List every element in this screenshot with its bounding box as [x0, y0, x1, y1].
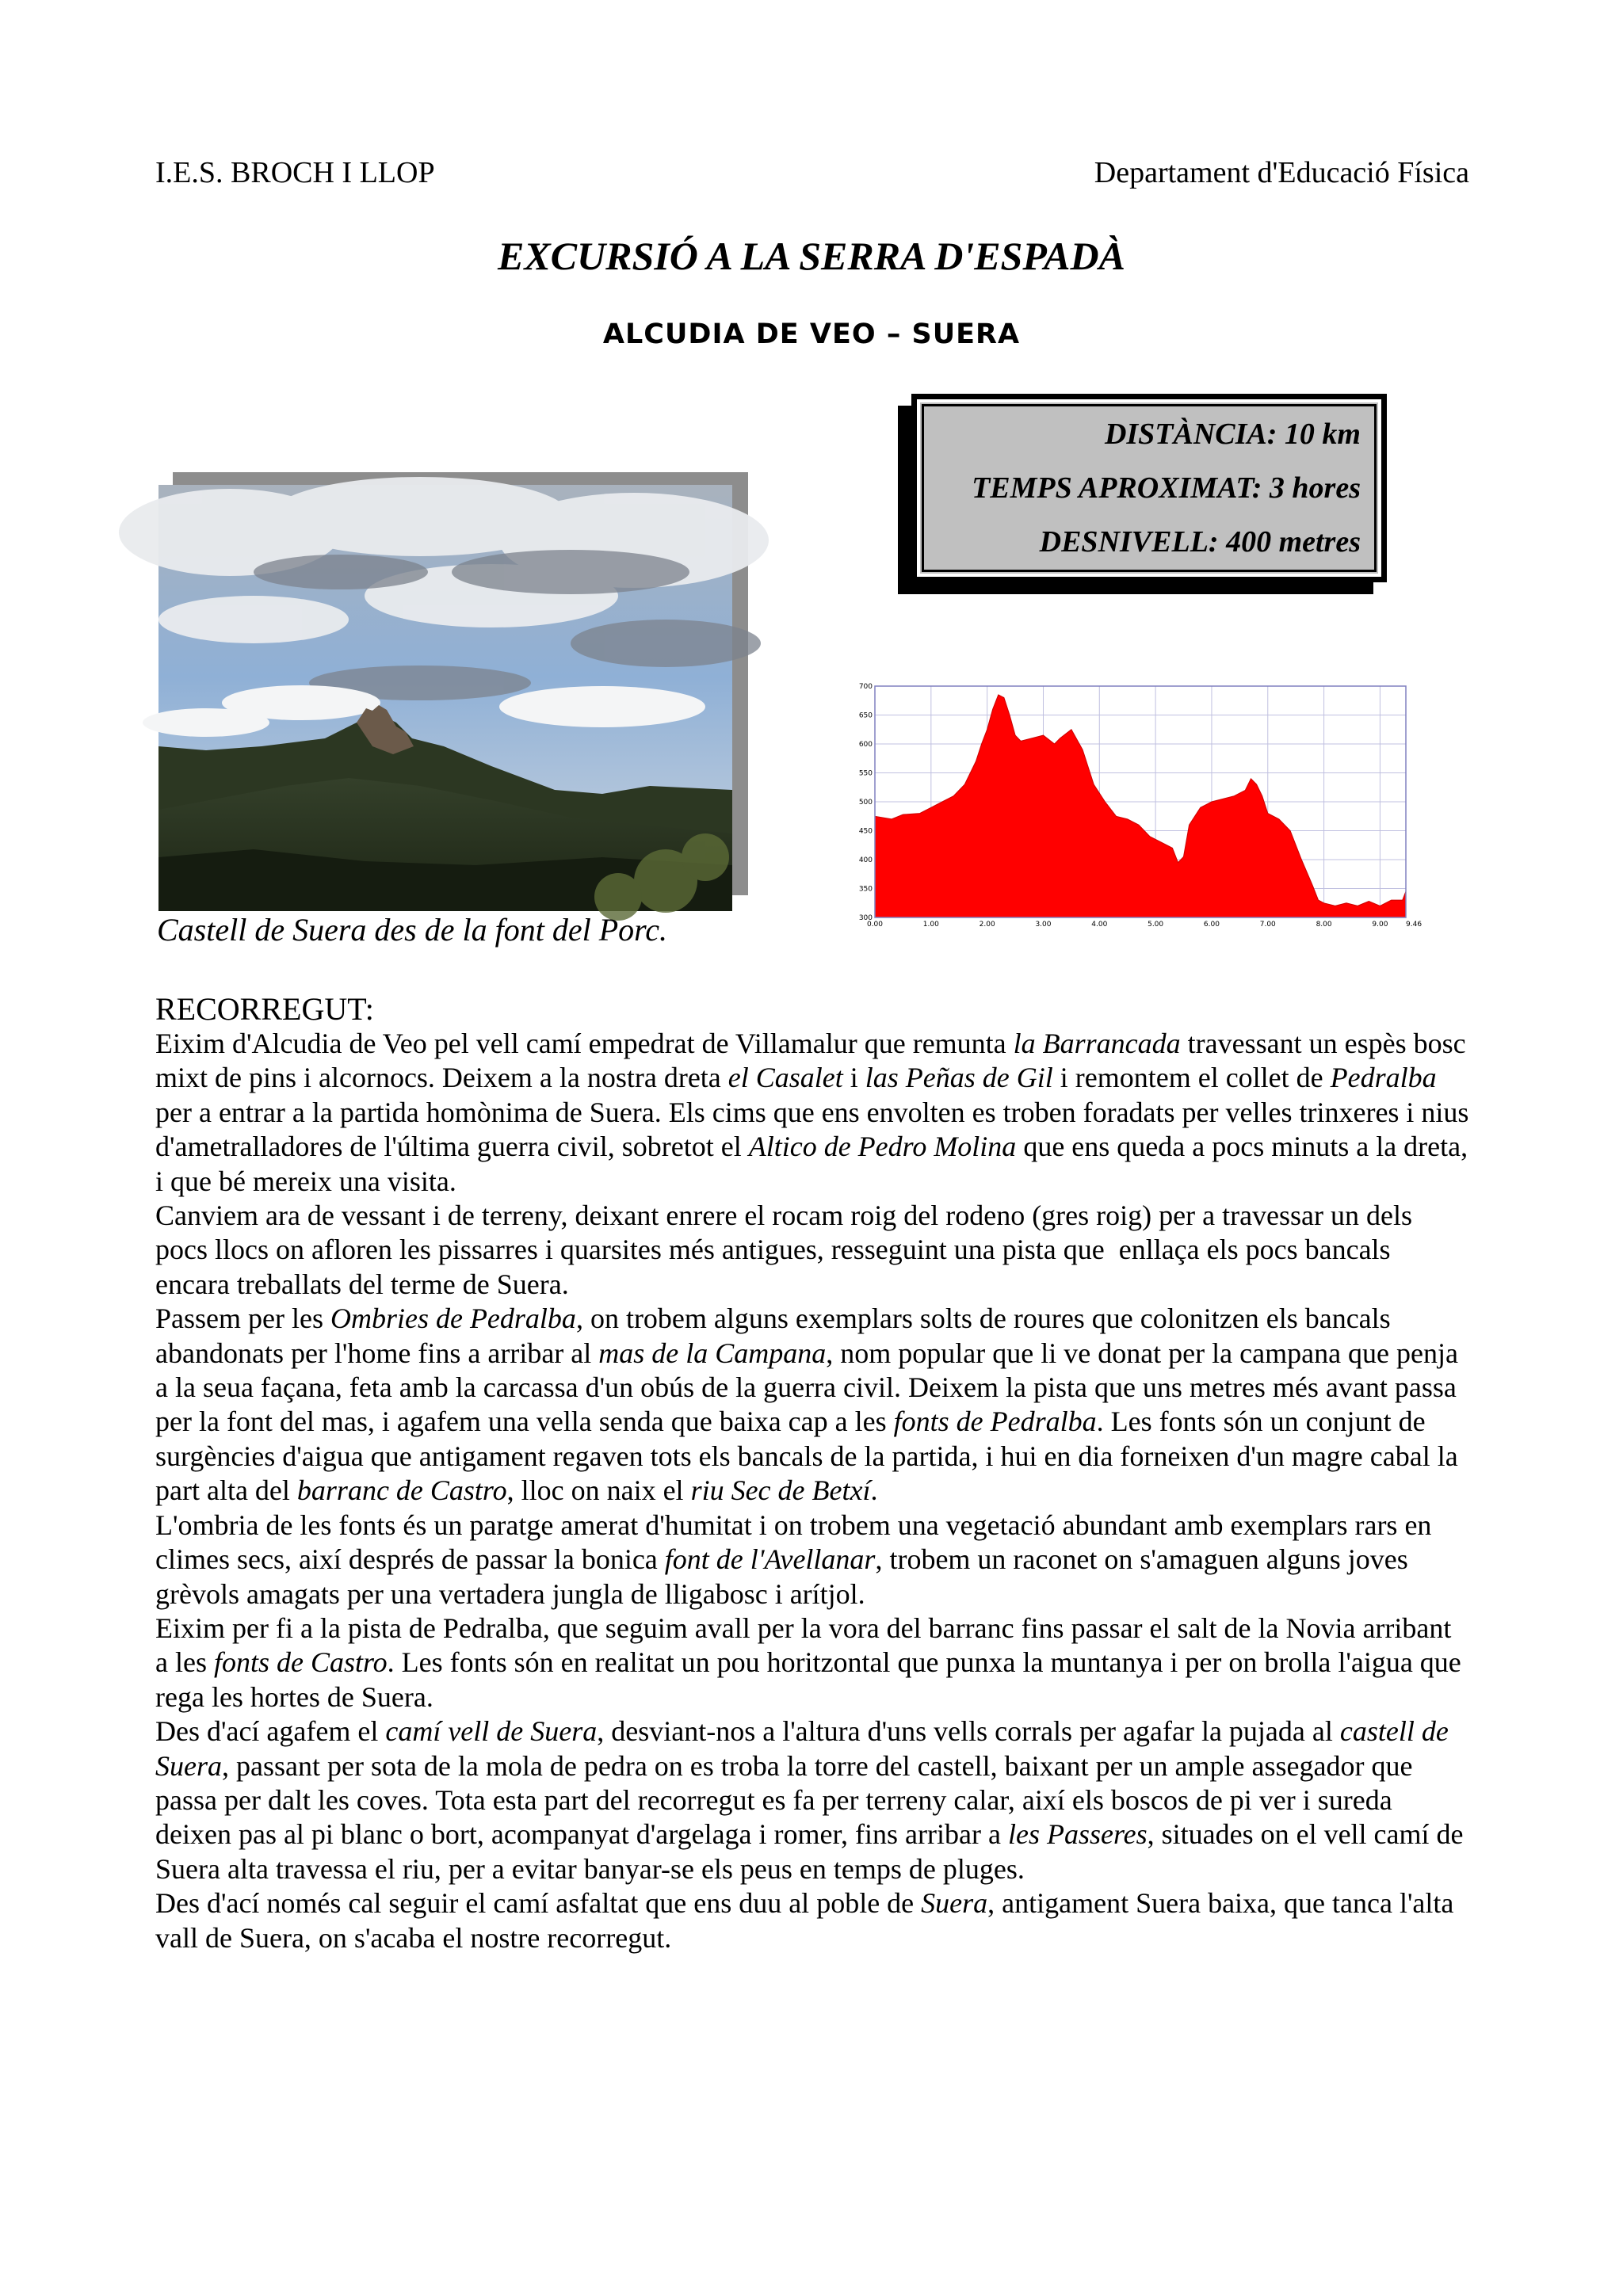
route-place-name: Ombries de Pedralba: [330, 1302, 576, 1335]
route-place-name: fonts de Castro: [213, 1646, 388, 1679]
route-place-name: la Barrancada: [1013, 1028, 1181, 1059]
chart-y-tick-label: 700: [858, 683, 873, 691]
stats-box-inner: [917, 399, 1381, 577]
castle-photo: [158, 485, 732, 911]
route-text-segment: i remontem el collet de: [1052, 1062, 1331, 1094]
route-text-segment: , desviant-nos a l'altura d'uns vells corrals per agafar la pujada al: [597, 1715, 1340, 1748]
route-text-segment: . Les fonts són en realitat un pou horitzontal que punxa la muntanya i per on brolla l'aigua que rega les hortes de Suera.: [155, 1646, 1468, 1713]
route-place-name: les Passeres: [1007, 1818, 1148, 1851]
route-text-segment: , trobem un raconet on s'amaguen alguns joves grèvols amagats per una vertadera jungla de lligabosc i arítjol.: [155, 1543, 1415, 1610]
route-paragraph: [155, 1611, 1471, 1714]
department-name: Departament d'Educació Física: [1094, 156, 1469, 189]
route-paragraph: [155, 1714, 1471, 1886]
chart-x-tick-label: 3.00: [1035, 921, 1052, 929]
route-paragraph: [155, 1886, 1471, 1955]
route-text-segment: , nom popular que li ve donat per la campana que penja a la seua façana, feta amb la carcassa d'un obús de la guerra civil. Deixem la pista que uns metres més avant passa per la font del mas, i agafem una vella senda que baixa cap a les: [155, 1337, 1465, 1438]
route-description: [155, 1027, 1476, 1955]
chart-y-tick-label: 600: [858, 741, 873, 749]
chart-y-tick-label: 550: [858, 769, 873, 778]
chart-x-tick-label: 9.00: [1372, 921, 1388, 929]
route-text-segment: , antigament Suera baixa, que tanca l'alta vall de Suera, on s'acaba el nostre recorregut.: [155, 1887, 1461, 1954]
chart-y-ticks: [859, 683, 873, 922]
chart-y-tick-label: 350: [858, 885, 873, 894]
route-place-name: camí vell de Suera: [385, 1715, 598, 1748]
route-text-segment: Des d'ací agafem el: [155, 1715, 386, 1748]
route-text-segment: i: [842, 1062, 865, 1094]
chart-x-tick-label: 4.00: [1091, 921, 1108, 929]
chart-x-tick-label: 5.00: [1148, 921, 1164, 929]
route-paragraph: [155, 1508, 1471, 1611]
chart-y-tick-label: 450: [858, 827, 873, 836]
route-place-name: Pedralba: [1330, 1062, 1437, 1094]
route-place-name: castell de Suera: [155, 1715, 1456, 1782]
route-place-name: el Casalet: [727, 1062, 843, 1094]
route-paragraph: [155, 1199, 1471, 1302]
route-text-segment: Des d'ací només cal seguir el camí asfaltat que ens duu al poble de: [155, 1887, 922, 1920]
elevation-area: [875, 695, 1406, 917]
chart-y-tick-label: 650: [858, 711, 873, 720]
route-place-name: font de l'Avellanar: [664, 1543, 876, 1576]
chart-y-tick-label: 500: [858, 799, 873, 807]
chart-x-tick-label: 8.00: [1316, 921, 1332, 929]
photo-caption: Castell de Suera des de la font del Porc.: [157, 912, 667, 948]
route-text-segment: travessant un espès bosc mixt de pins i alcornocs. Deixem a la nostra dreta: [155, 1028, 1473, 1094]
stat-elevation: DESNIVELL: 400 metres: [1039, 525, 1361, 559]
page-title: EXCURSIÓ A LA SERRA D'ESPADÀ: [498, 234, 1125, 278]
route-place-name: Altico de Pedro Molina: [748, 1131, 1017, 1163]
chart-x-tick-label: 6.00: [1203, 921, 1220, 929]
chart-y-tick-label: 400: [858, 856, 873, 864]
route-text-segment: , lloc on naix el: [506, 1474, 691, 1507]
route-place-name: las Peñas de Gil: [865, 1062, 1053, 1094]
route-text-segment: Eixim d'Alcudia de Veo pel vell camí empedrat de Villamalur que remunta: [155, 1028, 1014, 1059]
route-place-name: mas de la Campana: [598, 1337, 827, 1369]
route-text-segment: Passem per les: [155, 1302, 330, 1335]
elevation-profile-chart: [857, 673, 1423, 935]
chart-x-ticks: [867, 921, 1422, 929]
chart-y-tick-label: 300: [858, 914, 873, 922]
route-text-segment: Eixim per fi a la pista de Pedralba, que seguim avall per la vora del barranc fins passar el salt de la Novia arribant a les: [155, 1611, 1459, 1679]
chart-x-tick-label: 9.46: [1406, 921, 1423, 929]
route-text-segment: .: [870, 1474, 878, 1507]
chart-x-tick-label: 0.00: [866, 921, 884, 929]
chart-x-tick-label: 2.00: [979, 921, 995, 929]
page-subtitle: ALCUDIA DE VEO – SUERA: [602, 318, 1021, 350]
route-text-segment: , on trobem alguns exemplars solts de roures que colonitzen els bancals abandonats per l'home fins a arribar al: [155, 1302, 1398, 1369]
stats-box: [911, 394, 1387, 582]
route-text-segment: que ens queda a pocs minuts a la dreta, i que bé mereix una visita.: [155, 1131, 1476, 1197]
route-text-segment: per a entrar a la partida homònima de Suera. Els cims que ens envolten es troben foradats per velles trinxeres i nius d'ametralladores de l'última guerra civil, sobretot el: [155, 1062, 1476, 1163]
route-text-segment: Canviem ara de vessant i de terreny, deixant enrere el rocam roig del rodeno (gres roig) per a travessar un dels pocs llocs on afloren les pissarres i quarsites més antigues, resseguint una pista que enllaça els pocs bancals encara treballats del terme de Suera.: [155, 1199, 1420, 1300]
chart-x-tick-label: 1.00: [922, 921, 939, 929]
route-heading: RECORREGUT:: [155, 991, 374, 1027]
route-place-name: riu Sec de Betxí: [690, 1474, 871, 1507]
stat-time: TEMPS APROXIMAT: 3 hores: [972, 471, 1361, 505]
route-paragraph: [155, 1302, 1471, 1508]
route-place-name: fonts de Pedralba: [893, 1405, 1097, 1438]
route-text-segment: . Les fonts són un conjunt de surgències d'aigua que antigament regaven tots els bancals de la partida, i hui en dia forneixen d'un magre cabal la part alta del: [155, 1405, 1465, 1507]
route-text-segment: , passant per sota de la mola de pedra on es troba la torre del castell, baixant per un ample assegador que passa per dalt les coves. Tota esta part del recorregut es fa per terreny calar, així els boscos de pi ver i sureda deixen pas al pi blanc o bort, acompanyat d'argelaga i romer, fins arribar a: [155, 1749, 1420, 1851]
route-place-name: Suera: [921, 1887, 988, 1920]
route-text-segment: L'ombria de les fonts és un paratge amerat d'humitat i on trobem una vegetació abundant amb exemplars rars en climes secs, així després de passar la bonica: [155, 1508, 1439, 1576]
stat-distance: DISTÀNCIA: 10 km: [1104, 418, 1361, 451]
route-text-segment: , situades on el vell camí de Suera alta travessa el riu, per a evitar banyar-se els peus en temps de pluges.: [155, 1818, 1471, 1885]
school-name: I.E.S. BROCH I LLOP: [155, 156, 435, 189]
route-paragraph: [155, 1027, 1476, 1199]
chart-x-tick-label: 7.00: [1259, 921, 1276, 929]
route-place-name: barranc de Castro: [296, 1474, 507, 1507]
